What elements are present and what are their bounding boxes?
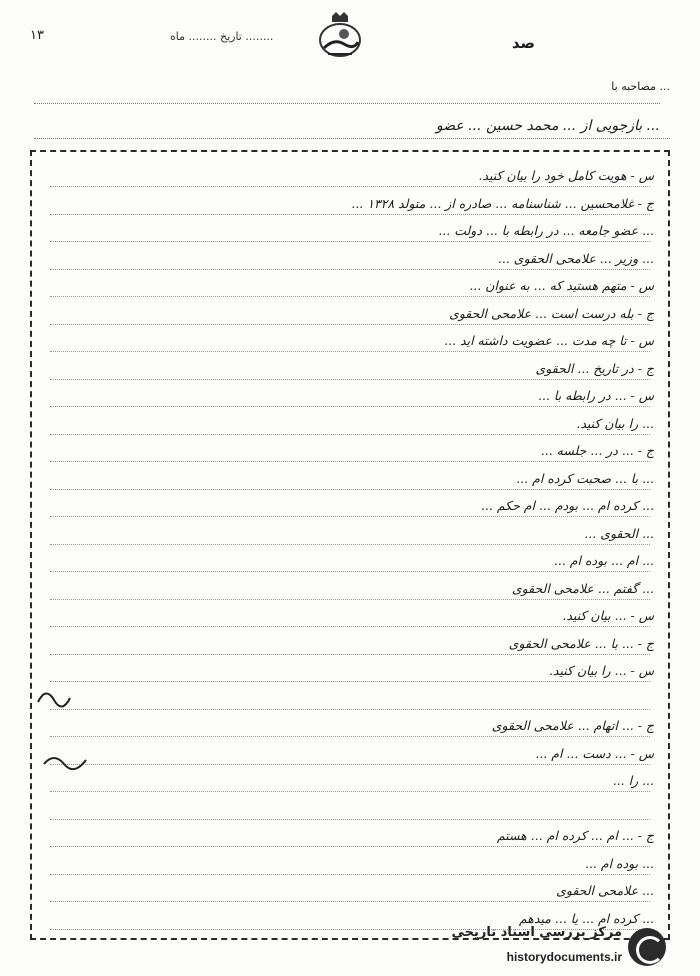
- handwritten-line: ج - ... ام ... کرده ام ... هستم: [496, 828, 654, 843]
- archive-logo-icon: [628, 928, 666, 966]
- ruled-line: [50, 406, 650, 407]
- ruled-line: [50, 461, 650, 462]
- ruled-line: [50, 296, 650, 297]
- handwritten-line: س - ... دست ... ام ...: [535, 745, 654, 761]
- handwritten-line: ... ام ... بوده ام ...: [553, 553, 654, 568]
- handwritten-line: ... وزیر ... علامحی الحقوی ...: [497, 250, 654, 266]
- ruled-line: [50, 434, 650, 435]
- handwritten-line: ... گفتم ... علامحی الحقوی: [511, 580, 654, 596]
- handwritten-line: ج - ... با ... علامحی الحقوی: [508, 635, 654, 651]
- ruled-line: [50, 351, 650, 352]
- ruled-line: [50, 819, 650, 820]
- signature-scribble: [34, 682, 74, 722]
- handwritten-line: ... علامحی الحقوی: [556, 883, 654, 898]
- ruled-line: [50, 764, 650, 765]
- ruled-line: [50, 599, 650, 600]
- ruled-line: [50, 544, 650, 545]
- handwritten-line: ج - در تاریخ ... الحقوی: [535, 360, 654, 376]
- handwritten-line: ج - بله درست است ... علامحی الحقوی: [449, 305, 654, 321]
- handwritten-line: ج - ... اتهام ... علامحی الحقوی: [491, 718, 654, 733]
- ruled-line: [50, 186, 650, 187]
- handwritten-line: ... را بیان کنید.: [576, 415, 654, 431]
- ruled-line: [50, 681, 650, 682]
- ruled-line: [50, 269, 650, 270]
- page-label: صد: [511, 34, 535, 52]
- ruled-line: [50, 489, 650, 490]
- header-dotted-line: [34, 138, 670, 139]
- header-dotted-line: [34, 103, 660, 104]
- ruled-line: [50, 654, 650, 655]
- handwritten-line: ... را ...: [612, 773, 654, 788]
- ruled-line: [50, 791, 650, 792]
- ruled-line: [50, 626, 650, 627]
- ruled-line: [50, 901, 650, 902]
- watermark-text-fa: مرکز بررسی اسناد تاریخی: [451, 925, 622, 940]
- ruled-line: [50, 516, 650, 517]
- handwritten-line: س - متهم هستید که ... به عنوان ...: [469, 278, 654, 293]
- header-date-field: تاریخ ........ ماه ........: [170, 30, 274, 43]
- handwritten-line: ج - غلامحسین ... شناسنامه ... صادره از ... متولد ۱۳۲۸ ...: [351, 195, 654, 211]
- interview-subject: بازجویی از ... محمد حسین ... عضو ...: [436, 118, 660, 134]
- ruled-line: [50, 874, 650, 875]
- handwritten-line: س - ... در رابطه با ...: [538, 388, 654, 403]
- interview-label: مصاحبه با ...: [611, 80, 670, 93]
- ruled-line: [50, 709, 650, 710]
- ruled-line: [50, 241, 650, 242]
- handwritten-line: ج - ... در ... جلسه ...: [540, 443, 654, 458]
- header-number: ۱۳: [30, 28, 44, 43]
- ruled-line: [50, 324, 650, 325]
- handwritten-line: ... با ... صحبت کرده ام ...: [516, 470, 654, 486]
- handwritten-line: ... کرده ام ... بودم ... ام حکم ...: [480, 498, 654, 513]
- ruled-line: [50, 736, 650, 737]
- handwritten-line: س - ... را بیان کنید.: [548, 663, 654, 678]
- handwritten-line: ... بوده ام ...: [584, 855, 654, 871]
- handwritten-line: س - هویت کامل خود را بیان کنید.: [478, 168, 654, 183]
- handwritten-line: س - تا چه مدت ... عضویت داشته اید ...: [444, 333, 654, 348]
- ruled-line: [50, 571, 650, 572]
- ruled-line: [50, 379, 650, 380]
- lion-and-sun-emblem-icon: [314, 10, 366, 66]
- handwritten-line: ... عضو جامعه ... در رابطه با ... دولت ...: [438, 223, 654, 238]
- signature-scribble: [40, 750, 90, 774]
- handwritten-line: س - ... بیان کنید.: [562, 608, 654, 623]
- handwritten-line: ... کرده ام ... یا ... میدهم: [518, 910, 654, 926]
- ruled-line: [50, 214, 650, 215]
- ruled-line: [50, 846, 650, 847]
- watermark-text-en: historydocuments.ir: [506, 950, 622, 964]
- transcript-box: [30, 150, 670, 940]
- handwritten-line: ... الحقوی ...: [584, 525, 654, 541]
